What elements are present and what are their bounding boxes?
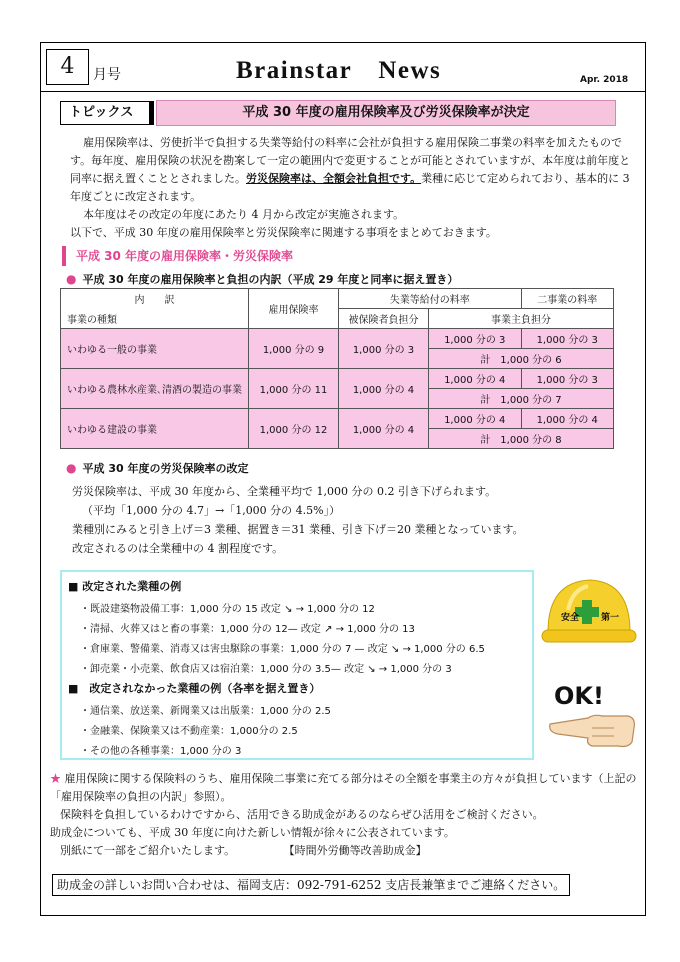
issue-date: Apr. 2018 [580,75,629,85]
wc-title-text: 平成 30 年度の労災保険率の改定 [82,462,249,475]
row-kind: いわゆる一般の事業 [61,329,249,369]
header-kind: 事業の種類 [61,309,249,329]
row-rate: 1,000 分の 9 [249,329,339,369]
row-total: 計 1,000 分の 6 [429,349,614,369]
intro-paragraph-2: 本年度はその改定の年度にあたり 4 月から改定が実施されます。 [83,208,405,221]
subsidy-tag: 【時間外労働等改善助成金】 [289,844,427,857]
header-rate: 雇用保険率 [249,289,339,329]
changed-heading: ■ 改定された業種の例 [68,580,182,593]
section-heading: 平成 30 年度の雇用保険率・労災保険率 [62,246,293,266]
footer-line-4-text: 別紙にて一部をご紹介いたします。 [60,844,236,857]
table-row [61,409,614,429]
pointing-hand-ok-icon [548,680,638,752]
newsletter-title: Brainstar News [236,57,442,84]
table-title-text: 平成 30 年度の雇用保険率と負担の内訳（平成 29 年度と同率に据え置き） [82,273,459,286]
bullet-dot-icon: ● [66,272,77,286]
list-item: ・清掃、火葬又はと畜の事業：1,000 分の 12— 改定 ↗ → 1,000 分の 13 [80,624,415,635]
header-rule [40,91,646,92]
employment-insurance-table [60,288,614,449]
table-title [66,271,458,287]
helmet-text-right: 第一 [601,613,620,623]
intro-paragraph-3: 以下で、平成 30 年度の雇用保険率と労災保険率に関連する事項をまとめておきます。 [70,226,497,239]
row-rate: 1,000 分の 12 [249,409,339,449]
row-employer-two: 1,000 分の 3 [521,369,614,389]
industry-examples-box [60,570,534,760]
wc-line-4: 改定されるのは全業種中の 4 割程度です。 [72,542,284,555]
safety-helmet-icon [538,570,638,650]
table-row [61,329,614,349]
row-total: 計 1,000 分の 8 [429,429,614,449]
header-insured: 被保険者負担分 [339,309,429,329]
row-kind: いわゆる農林水産業､清酒の製造の事業 [61,369,249,409]
intro-paragraph-1 [70,134,640,206]
wc-line-1: 労災保険率は、平成 30 年度から、全業種平均で 1,000 分の 0.2 引き下げられます。 [72,485,497,498]
row-employer-unemp: 1,000 分の 4 [429,409,522,429]
topic-banner [156,100,616,126]
footer-text [50,770,640,860]
issue-suffix: 月号 [93,67,121,83]
footer-line-2: 保険料を負担しているわけですから、活用できる助成金があるのならぜひ活用をご検討ください。 [60,808,544,821]
wc-text [72,482,592,558]
header-two-programs: 二事業の料率 [521,289,614,309]
row-employer-two: 1,000 分の 3 [521,329,614,349]
contact-box: 助成金の詳しいお問い合わせは、福岡支店：092-791-6252 支店長兼筆までご連絡ください。 [52,874,570,896]
issue-number: 4 [46,49,89,85]
topics-label: トピックス [60,101,154,125]
star-icon: ★ [50,772,61,785]
row-employer-unemp: 1,000 分の 4 [429,369,522,389]
intro-text-a: 雇用保険率は、労使折半で負担する失業等給付の料率に会社が負担する雇用保険二事業の料率を加えたものです。毎年度、雇用保険の状況を勘案して一定の範囲内で変更することが可能とされていますが、本年度は前年度と同率に据え置くこととされました。 [70,136,631,185]
list-item: ・通信業、放送業、新聞業又は出版業：1,000 分の 2.5 [80,706,331,717]
wc-title [66,460,248,476]
header-unemployment: 失業等給付の料率 [339,289,522,309]
list-item: ・金融業、保険業又は不動産業：1,000分の 2.5 [80,726,298,737]
bullet-dot-icon: ● [66,461,77,475]
wc-line-2: （平均「1,000 分の 4.7」→「1,000 分の 4.5%」） [82,504,341,517]
row-insured: 1,000 分の 4 [339,409,429,449]
list-item: ・既設建築物設備工事：1,000 分の 15 改定 ↘ → 1,000 分の 12 [80,604,375,615]
table-row [61,369,614,389]
intro-text-b: 業種に応じて定められており、基本的に 3 年度ごとに改定されます。 [70,172,630,203]
header-employer: 事業主負担分 [429,309,614,329]
row-employer-unemp: 1,000 分の 3 [429,329,522,349]
intro-underlined: 労災保険率は、全額会社負担です。 [246,172,422,185]
wc-line-3: 業種別にみると引き上げ＝3 業種、据置き＝31 業種、引き下げ＝20 業種となっています。 [72,523,524,536]
ok-text: OK! [554,682,604,710]
helmet-text-left: 安全 [561,613,580,623]
list-item: ・卸売業・小売業、飲食店又は宿泊業：1,000 分の 3.5— 改定 ↘ → 1,000 分の 3 [80,664,452,675]
header-naiyaku: 内 訳 [61,289,249,309]
unchanged-heading: ■ 改定されなかった業種の例（各率を据え置き） [68,682,321,695]
row-rate: 1,000 分の 11 [249,369,339,409]
list-item: ・その他の各種事業：1,000 分の 3 [80,746,242,757]
topic-banner-text: 平成 30 年度の雇用保険率及び労災保険率が決定 [242,105,530,120]
footer-line-3: 助成金についても、平成 30 年度に向けた新しい情報が徐々に公表されています。 [50,826,455,839]
intro-text [70,134,640,242]
row-kind: いわゆる建設の事業 [61,409,249,449]
row-insured: 1,000 分の 4 [339,369,429,409]
footer-line-1 [50,770,640,806]
row-insured: 1,000 分の 3 [339,329,429,369]
footer-line-1-text: 雇用保険に関する保険料のうち、雇用保険二事業に充てる部分はその全額を事業主の方々が負担しています（上記の「雇用保険率の負担の内訳」参照）。 [50,772,637,803]
row-total: 計 1,000 分の 7 [429,389,614,409]
row-employer-two: 1,000 分の 4 [521,409,614,429]
footer-line-4 [50,842,640,860]
list-item: ・倉庫業、警備業、消毒又は害虫駆除の事業：1,000 分の 7 — 改定 ↘ → 1,000 分の 6.5 [80,644,485,655]
